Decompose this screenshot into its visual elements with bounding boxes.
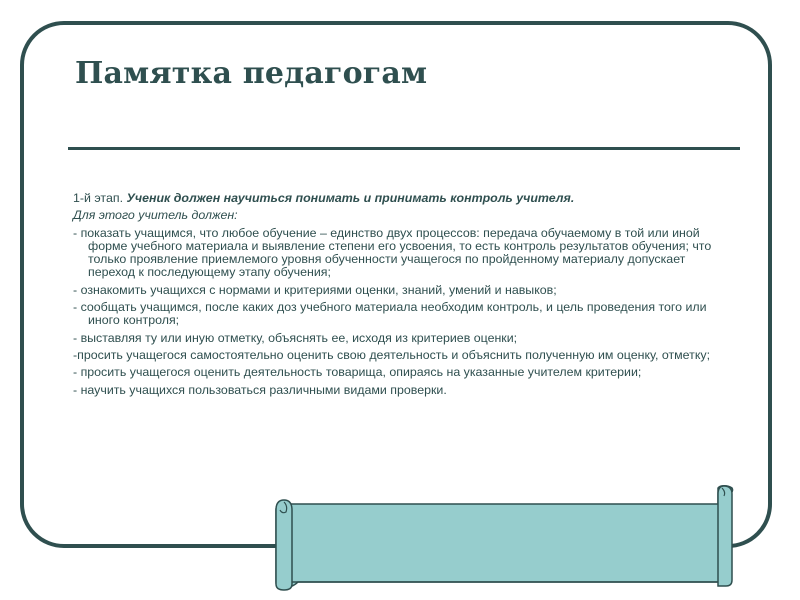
page-title: Памятка педагогам: [75, 56, 428, 91]
list-item: - просить учащегося оценить деятельность товарища, опираясь на указанные учителем критерии;: [73, 365, 642, 380]
list-item: - сообщать учащимся, после каких доз учебного материала необходим контроль, и цель проведения того или иного контроля;: [73, 300, 707, 328]
scroll-banner: [268, 484, 740, 592]
stage-heading: [73, 192, 733, 205]
title-divider: [68, 147, 740, 150]
list-item: - показать учащимся, что любое обучение – единство двух процессов: передача обучаемому в той или иной форме учебного материала и выявление степени его усвоения, то есть контроль результатов обучения; что только проявление приемлемого уровня обученности учащегося по пройденному материалу допускает переход к последующему этапу обучения;: [73, 225, 712, 280]
list-item: - выставляя ту или иную отметку, объяснять ее, исходя из критериев оценки;: [73, 330, 518, 345]
stage-title: Ученик должен научиться понимать и принимать контроль учителя.: [126, 191, 575, 205]
memo-content: [73, 192, 733, 401]
stage-label: 1-й этап.: [73, 191, 124, 205]
teacher-intro: Для этого учитель должен:: [73, 208, 238, 223]
scroll-banner-icon: [268, 484, 740, 592]
list-item: - научить учащихся пользоваться различными видами проверки.: [73, 382, 447, 397]
list-item: - ознакомить учащихся с нормами и критериями оценки, знаний, умений и навыков;: [73, 282, 557, 297]
list-item: -просить учащегося самостоятельно оценить свою деятельность и объяснить полученную им оценку, отметку;: [73, 347, 711, 362]
